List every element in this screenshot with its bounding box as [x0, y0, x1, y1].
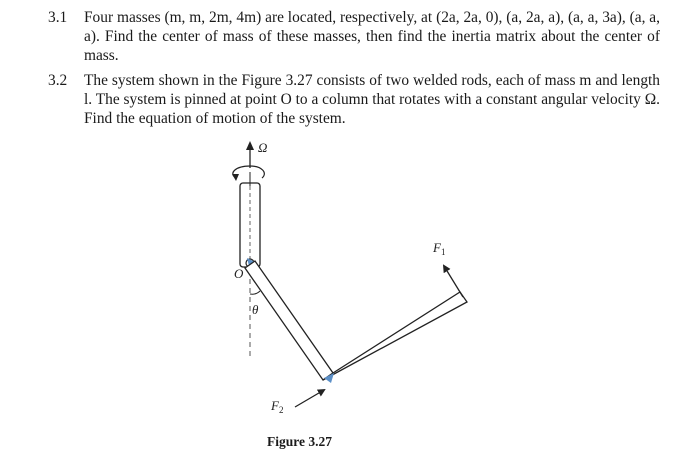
- problem-text: The system shown in the Figure 3.27 consists of two welded rods, each of mass m and length l. The system is pinned at point O to a column that rotates with a constant angular velocity Ω. Find the equation of motion of the system.: [84, 72, 660, 127]
- pivot-label: O: [234, 266, 244, 281]
- force-1-arrow: [444, 266, 463, 297]
- force-2-label: $F_2$: [271, 398, 284, 415]
- rod-2: [323, 292, 467, 380]
- rotation-axis-arrow: [246, 141, 254, 168]
- force-2-arrow: [295, 390, 324, 407]
- problem-number: 3.1: [48, 9, 68, 26]
- rod-1: [245, 261, 333, 380]
- angle-arc: [250, 291, 260, 294]
- angle-label: θ: [252, 302, 259, 317]
- force-1-label: $F_1$: [433, 240, 446, 257]
- problem-text: Four masses (m, m, 2m, 4m) are located, respectively, at (2a, 2a, 0), (a, 2a, a), (a, a, 3a), (a, a, a). Find the center of mass of these masses, then find the inertia matrix about the center of mass.: [84, 9, 660, 64]
- rotation-direction-icon: [232, 166, 264, 181]
- figure-caption: Figure 3.27: [267, 434, 332, 449]
- omega-label: Ω: [258, 140, 268, 155]
- problem-number: 3.2: [48, 72, 68, 89]
